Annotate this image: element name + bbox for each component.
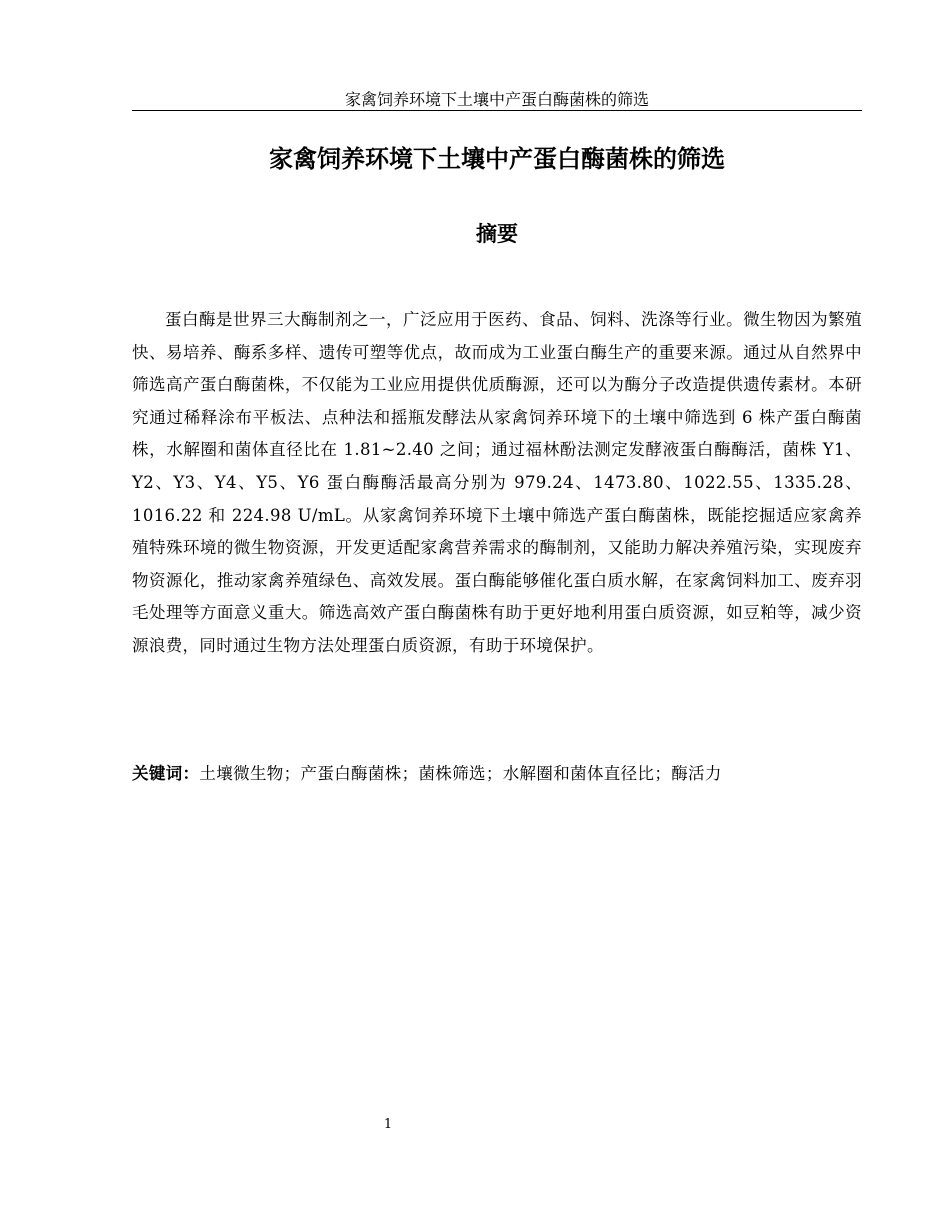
- paper-title: 家禽饲养环境下土壤中产蛋白酶菌株的筛选: [269, 145, 725, 173]
- keywords-line: [132, 760, 862, 788]
- page-number: 1: [383, 1117, 393, 1132]
- header-divider: [132, 110, 862, 111]
- keywords-label: 关键词：: [132, 764, 200, 783]
- running-header: 家禽饲养环境下土壤中产蛋白酶菌株的筛选: [344, 90, 649, 109]
- abstract-body: 蛋白酶是世界三大酶制剂之一，广泛应用于医药、食品、饲料、洗涤等行业。微生物因为繁殖快、易培养、酶系多样、遗传可塑等优点，故而成为工业蛋白酶生产的重要来源。通过从自然界中筛选高产蛋白酶菌株，不仅能为工业应用提供优质酶源，还可以为酶分子改造提供遗传素材。本研究通过稀释涂布平板法、点种法和摇瓶发酵法从家禽饲养环境下的土壤中筛选到 6 株产蛋白酶菌株，水解圈和菌体直径比在 1.81~2.40 之间；通过福林酚法测定发酵液蛋白酶酶活，菌株 Y1、Y2、Y3、Y4、Y5、Y6 蛋白酶酶活最高分别为 979.24、1473.80、1022.55、1335.28、1016.22 和 224.98 U/mL。从家禽饲养环境下土壤中筛选产蛋白酶菌株，既能挖掘适应家禽养殖特殊环境的微生物资源，开发更适配家禽营养需求的酶制剂，又能助力解决养殖污染，实现废弃物资源化，推动家禽养殖绿色、高效发展。蛋白酶能够催化蛋白质水解，在家禽饲料加工、废弃羽毛处理等方面意义重大。筛选高效产蛋白酶菌株有助于更好地利用蛋白质资源，如豆粕等，减少资源浪费，同时通过生物方法处理蛋白质资源，有助于环境保护。: [132, 310, 862, 655]
- abstract-heading: 摘要: [476, 222, 518, 246]
- keywords-text: 土壤微生物；产蛋白酶菌株；菌株筛选；水解圈和菌体直径比；酶活力: [199, 764, 722, 783]
